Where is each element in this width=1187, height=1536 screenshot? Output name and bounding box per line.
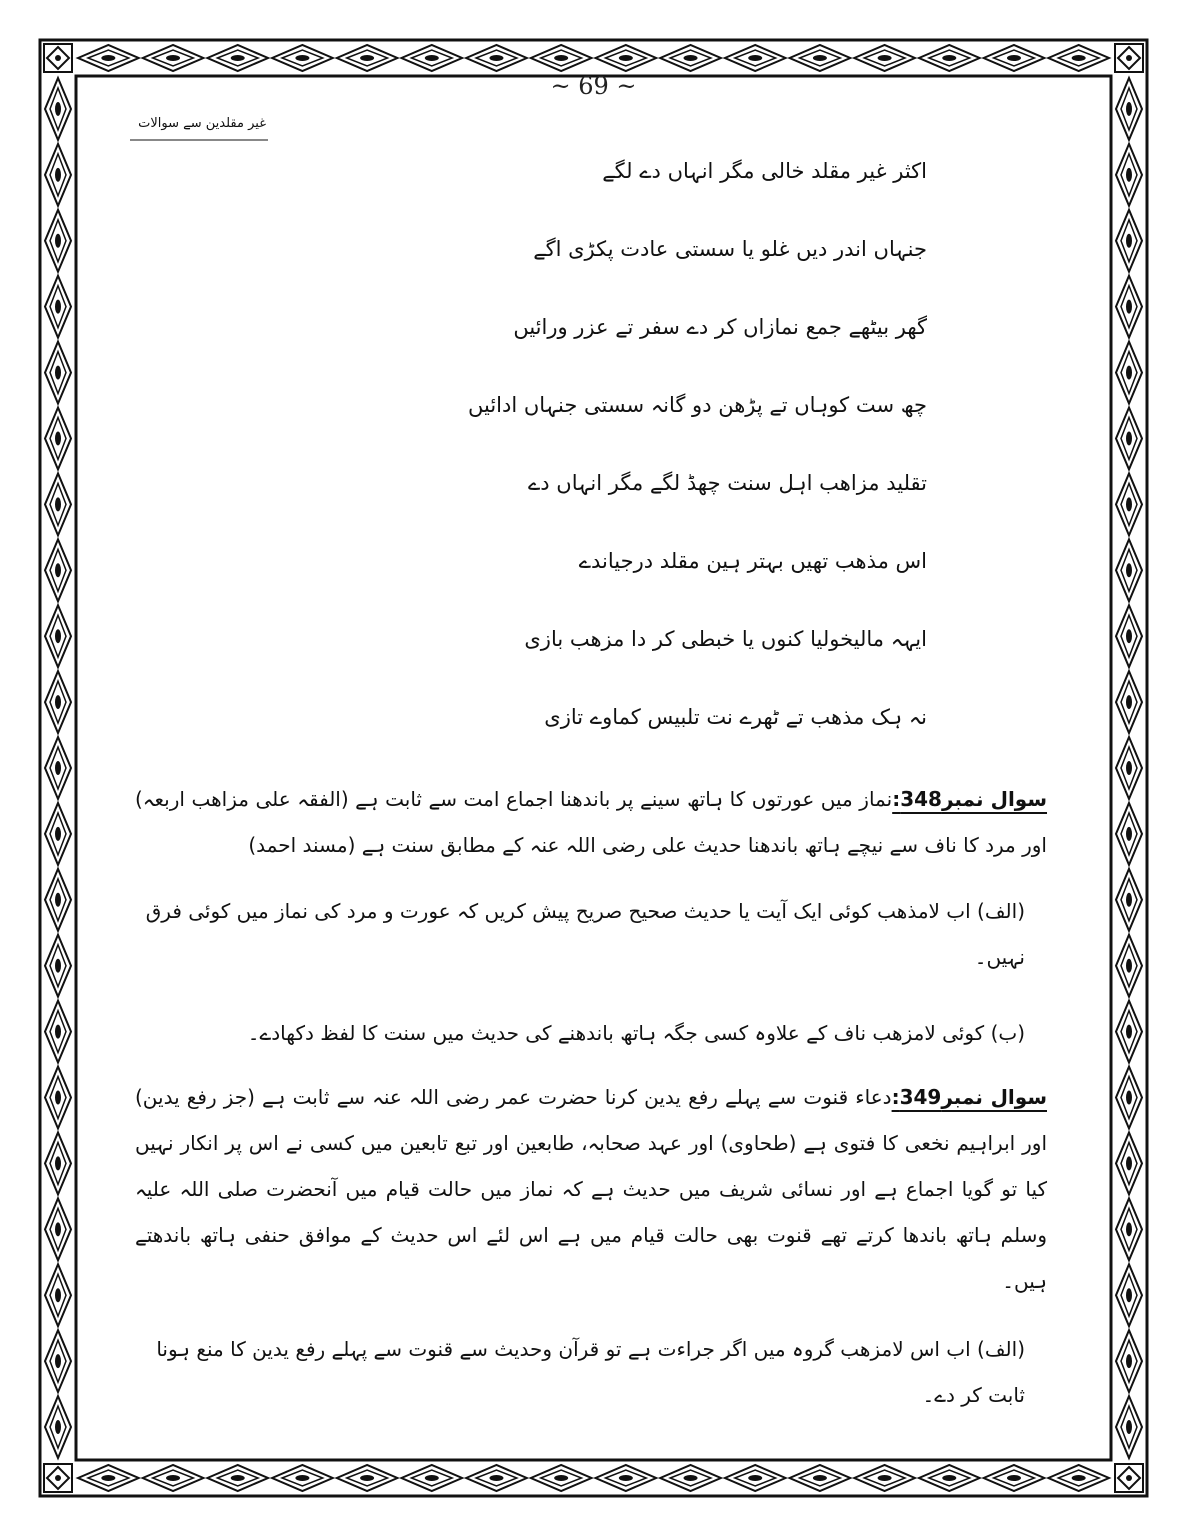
border-dot [489,55,503,61]
border-dot [684,55,698,61]
border-dot [1126,1025,1132,1039]
border-dot [1126,1354,1132,1368]
border-dot [295,55,309,61]
border-dot [166,55,180,61]
border-dot [55,1288,61,1302]
question-348 [135,776,1047,868]
border-dot [1126,1156,1132,1170]
border-dot [1126,431,1132,445]
border-dot [1126,827,1132,841]
border-dot [942,1475,956,1481]
question-348-part-bay: (ب) کوئی لامزھب ناف کے علاوہ کسی جگہ ہاتھ باندھنے کی حدیث میں سنت کا لفظ دکھادے۔ [247,1021,1025,1045]
verse-line: جنہاں اندر دیں غلو یا سستی عادت پکڑی اگے [533,237,927,261]
border-dot [55,563,61,577]
border-dot [748,55,762,61]
border-dot [1072,55,1086,61]
border-dot [1007,1475,1021,1481]
poem-verses [135,150,1047,774]
border-dot [55,168,61,182]
page-body [135,150,1047,1418]
border-dot [55,431,61,445]
border-dot [1126,234,1132,248]
border-dot [813,1475,827,1481]
border-dot [554,55,568,61]
border-dot [55,959,61,973]
question-349 [135,1074,1047,1304]
border-dot [55,1222,61,1236]
border-dot [55,1091,61,1105]
border-dot [55,629,61,643]
border-dot [1126,497,1132,511]
border-dot [231,1475,245,1481]
border-dot [425,1475,439,1481]
verse-line: تقلید مزاھب اہل سنت چھڈ لگے مگر انہاں دے [527,471,927,495]
border-dot [1126,1091,1132,1105]
border-dot [1126,1420,1132,1434]
verse-line: چھ ست کوہاں تے پڑھن دو گانہ سستی جنہاں ادائیں [468,393,927,417]
border-dot [1126,893,1132,907]
question-349-text: دعاء قنوت سے پہلے رفع یدین کرنا حضرت عمر رضی اللہ عنہ سے ثابت ہے (جز رفع یدین) اور ابراہیم نخعی کا فتوی ہے (طحاوی) اور عہد صحابہ، طابعین اور تبع تابعین میں کسی نے اس پر انکار نہیں کیا تو گویا اجماع ہے اور نسائی شریف میں حدیث ہے کہ نماز میں حالت قیام میں آنحضرت صلی اللہ علیہ وسلم ہاتھ باندھا کرتے تھے قنوت بھی حالت قیام میں ہے اس لئے اس حدیث کے موافق حنفی ہاتھ باندھتے ہیں۔ [135,1085,1047,1293]
border-dot [55,1420,61,1434]
border-dot [360,55,374,61]
border-corner-dot [1126,1475,1132,1481]
border-dot [360,1475,374,1481]
border-dot [55,893,61,907]
verse-line: اکثر غیر مقلد خالی مگر انہاں دے لگے [602,159,927,183]
border-dot [1126,959,1132,973]
border-dot [1072,1475,1086,1481]
border-dot [619,1475,633,1481]
border-dot [101,55,115,61]
border-dot [55,1156,61,1170]
border-dot [55,102,61,116]
border-dot [231,55,245,61]
border-dot [748,1475,762,1481]
question-348-text: نماز میں عورتوں کا ہاتھ سینے پر باندھنا اجماع امت سے ثابت ہے (الفقہ علی مزاھب اربعہ) اور مرد کا ناف سے نیچے ہاتھ باندھنا حدیث علی رضی اللہ عنہ کے مطابق سنت ہے (مسند احمد) [135,787,1047,857]
border-dot [813,55,827,61]
border-dot [1126,761,1132,775]
border-dot [1126,1288,1132,1302]
verse-line: اس مذھب تھیں بہتر ہین مقلد درجیاندے [578,549,927,573]
border-corner-dot [1126,55,1132,61]
verse-line: گھر بیٹھے جمع نمازاں کر دے سفر تے عزر ورائیں [513,315,927,339]
border-dot [55,695,61,709]
question-348-label: سوال نمبر348: [892,787,1048,811]
border-dot [878,55,892,61]
question-348-part-alif: (الف) اب لامذھب کوئی ایک آیت یا حدیث صحیح صریح پیش کریں کہ عورت و مرد کی نماز میں کوئی فرق نہیں۔ [145,899,1025,969]
border-corner-dot [55,1475,61,1481]
border-dot [55,234,61,248]
page-number: ~ 69 ~ [550,72,637,100]
border-dot [684,1475,698,1481]
border-dot [55,827,61,841]
border-dot [55,300,61,314]
border-dot [619,55,633,61]
border-dot [878,1475,892,1481]
border-dot [942,55,956,61]
border-dot [1126,168,1132,182]
border-dot [1126,102,1132,116]
border-dot [554,1475,568,1481]
border-dot [295,1475,309,1481]
border-dot [1126,695,1132,709]
border-dot [166,1475,180,1481]
border-dot [55,1025,61,1039]
border-dot [1126,300,1132,314]
border-dot [1126,563,1132,577]
border-dot [55,1354,61,1368]
border-dot [425,55,439,61]
border-dot [1007,55,1021,61]
verse-line: ایہہ مالیخولیا کنوں یا خبطی کر دا مزھب بازی [524,627,927,651]
question-349-part-alif: (الف) اب اس لامزھب گروہ میں اگر جراءت ہے تو قرآن وحدیث سے قنوت سے پہلے رفع یدین کا منع ہونا ثابت کر دے۔ [156,1337,1025,1407]
running-header: غیر مقلدین سے سوالات [138,116,266,131]
border-corner-dot [55,55,61,61]
question-349-label: سوال نمبر349: [891,1085,1047,1109]
border-dot [489,1475,503,1481]
verse-line: نہ ہک مذھب تے ٹھرے نت تلبیس کماوے تازی [544,705,927,729]
border-dot [101,1475,115,1481]
border-dot [55,366,61,380]
border-dot [55,497,61,511]
border-dot [55,761,61,775]
border-dot [1126,629,1132,643]
border-dot [1126,366,1132,380]
border-dot [1126,1222,1132,1236]
